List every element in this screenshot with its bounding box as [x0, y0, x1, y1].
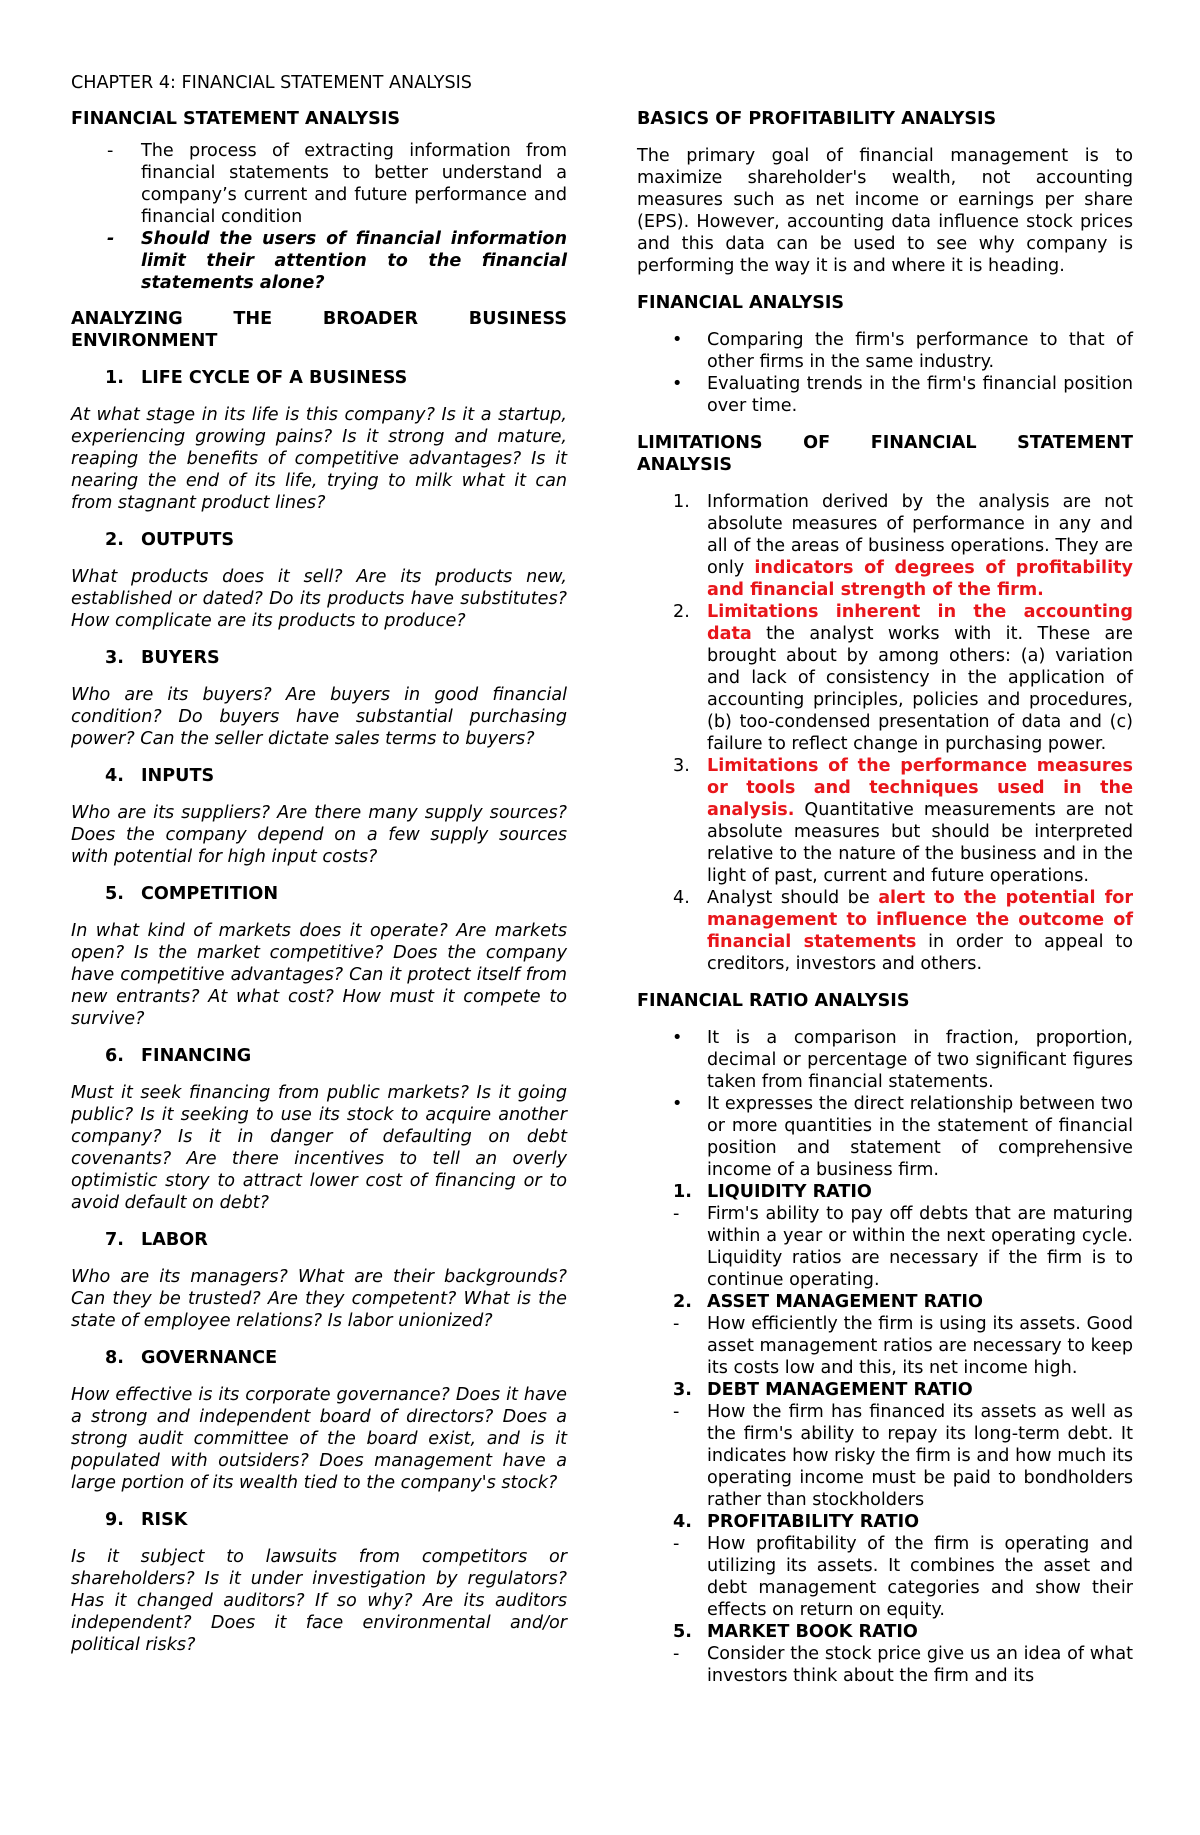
list-item: • Comparing the firm's performance to that of other firms in the same industry.	[672, 330, 1133, 372]
section-text: Who are its buyers? Are buyers in good financial condition? Do buyers have substantial purchasing power? Can the seller dictate sales terms to buyers?	[71, 685, 567, 749]
section-title: OUTPUTS	[141, 530, 235, 550]
right-column	[637, 108, 1133, 1687]
ratio-liquidity: 1. LIQUIDITY RATIO - Firm's ability to pay off debts that are maturing within a year or within the next operating cycle. Liquidity ratios are necessary if the firm is to continue operating.	[673, 1182, 1133, 1290]
section-title: LABOR	[141, 1230, 208, 1250]
chapter-title: CHAPTER 4: FINANCIAL STATEMENT ANALYSIS	[71, 73, 472, 93]
section-title: INPUTS	[141, 766, 215, 786]
section-text: Who are its managers? What are their backgrounds? Can they be trusted? Are they competent? What is the state of employee relations? Is labor unionized?	[71, 1267, 567, 1331]
ratio-profitability: 4. PROFITABILITY RATIO - How profitability of the firm is operating and utilizing its assets. It combines the asset and debt management categories and show their effects on return on equity.	[673, 1512, 1133, 1620]
ratio-text: How the firm has financed its assets as well as the firm's ability to repay its long-term debt. It indicates how risky the firm is and how much its operating income must be paid to bondholders rather than stockholders	[707, 1402, 1133, 1510]
section-title: GOVERNANCE	[141, 1348, 278, 1368]
list-item: • Evaluating trends in the firm's financial position over time.	[672, 374, 1133, 416]
ratio-analysis-list	[637, 1027, 1133, 1181]
sections-list	[71, 367, 567, 1656]
section-title: COMPETITION	[141, 884, 279, 904]
section-risk: 9. RISK Is it subject to lawsuits from competitors or shareholders? Is it under investigation by regulators? Has it changed auditors? If so why? Are its auditors independent? Does it face environmental and/or political risks?	[71, 1510, 567, 1655]
list-item: - Should the users of financial information limit their attention to the financial statements alone?	[107, 229, 567, 293]
ratio-text: Firm's ability to pay off debts that are maturing within a year or within the next operating cycle. Liquidity ratios are necessary if the firm is to continue operating.	[707, 1204, 1133, 1290]
section-text: Is it subject to lawsuits from competitors or shareholders? Is it under investigation by regulators? Has it changed auditors? If so why? Are its auditors independent? Does it face environmental and/or political risks?	[71, 1547, 567, 1655]
financial-analysis-list	[637, 329, 1133, 417]
limitations-list	[637, 491, 1133, 975]
section-labor: 7. LABOR Who are its managers? What are their backgrounds? Can they be trusted? Are they competent? What is the state of employee relations? Is labor unionized?	[71, 1230, 567, 1331]
section-life-cycle: 1. LIFE CYCLE OF A BUSINESS At what stage in its life is this company? Is it a startup, experiencing growing pains? Is it strong and mature, reaping the benefits of competitive advantages? Is it nearing the end of its life, trying to milk what it can from stagnant product lines?	[71, 368, 567, 513]
ratio-title: MARKET BOOK RATIO	[707, 1622, 918, 1642]
ratio-text: Consider the stock price give us an idea of what investors think about the firm and its	[707, 1644, 1133, 1686]
financial-analysis-heading: FINANCIAL ANALYSIS	[637, 293, 845, 313]
limitations-heading: LIMITATIONS OF FINANCIAL STATEMENT ANALYSIS	[637, 433, 1133, 475]
ratio-text: How efficiently the firm is using its assets. Good asset management ratios are necessary to keep its costs low and this, its net income high.	[707, 1314, 1133, 1378]
fsa-list	[71, 140, 567, 294]
list-item: • It expresses the direct relationship between two or more quantities in the statement of financial position and statement of comprehensive income of a business firm.	[672, 1094, 1133, 1180]
ratio-title: DEBT MANAGEMENT RATIO	[707, 1380, 973, 1400]
section-title: LIFE CYCLE OF A BUSINESS	[141, 368, 408, 388]
list-item: - The process of extracting information from financial statements to better understand a company’s current and future performance and financial condition	[107, 141, 567, 227]
list-item: 3. Limitations of the performance measures or tools and techniques used in the analysis. Quantitative measurements are not absolute measures but should be interpreted relative to the nature of the business and in the light of past, current and future operations.	[673, 756, 1133, 886]
section-title: RISK	[141, 1510, 188, 1530]
section-text: Who are its suppliers? Are there many supply sources? Does the company depend on a few supply sources with potential for high input costs?	[71, 803, 567, 867]
list-item: 4. Analyst should be alert to the potential for management to influence the outcome of financial statements in order to appeal to creditors, investors and others.	[673, 888, 1134, 974]
section-financing: 6. FINANCING Must it seek financing from public markets? Is it going public? Is it seeking to use its stock to acquire another company? Is it in danger of defaulting on debt covenants? Are there incentives to tell an overly optimistic story to attract lower cost of financing or to avoid default on debt?	[71, 1046, 567, 1213]
fsa-heading: FINANCIAL STATEMENT ANALYSIS	[71, 109, 401, 129]
section-inputs: 4. INPUTS Who are its suppliers? Are there many supply sources? Does the company depend on a few supply sources with potential for high input costs?	[71, 766, 567, 867]
section-governance: 8. GOVERNANCE How effective is its corporate governance? Does it have a strong and independent board of directors? Does a strong audit committee of the board exist, and is it populated with outsiders? Does management have a large portion of its wealth tied to the company's stock?	[71, 1348, 567, 1493]
section-text: In what kind of markets does it operate? Are markets open? Is the market competitive? Does the company have competitive advantages? Can it protect itself from new entrants? At what cost? How must it compete to survive?	[71, 921, 567, 1029]
profitability-heading: BASICS OF PROFITABILITY ANALYSIS	[637, 109, 997, 129]
section-buyers: 3. BUYERS Who are its buyers? Are buyers in good financial condition? Do buyers have substantial purchasing power? Can the seller dictate sales terms to buyers?	[71, 648, 567, 749]
section-title: FINANCING	[141, 1046, 252, 1066]
profitability-text: The primary goal of financial management is to maximize shareholder's wealth, not accounting measures such as net income or earnings per share (EPS). However, accounting data influence stock prices and this data can be used to see why company is performing the way it is and where it is heading.	[637, 146, 1133, 276]
ratio-title: LIQUIDITY RATIO	[707, 1182, 872, 1202]
section-text: How effective is its corporate governance? Does it have a strong and independent board of directors? Does a strong audit committee of the board exist, and is it populated with outsiders? Does management have a large portion of its wealth tied to the company's stock?	[71, 1385, 567, 1493]
list-item: 2. Limitations inherent in the accounting data the analyst works with it. These are brought about by among others: (a) variation and lack of consistency in the application of accounting principles, policies and procedures, (b) too-condensed presentation of data and (c) failure to reflect change in purchasing power.	[673, 602, 1133, 754]
section-outputs: 2. OUTPUTS What products does it sell? Are its products new, established or dated? Do its products have substitutes? How complicate are its products to produce?	[71, 530, 567, 631]
section-title: BUYERS	[141, 648, 220, 668]
section-text: What products does it sell? Are its products new, established or dated? Do its products have substitutes? How complicate are its products to produce?	[71, 567, 567, 631]
ratio-title: PROFITABILITY RATIO	[707, 1512, 920, 1532]
broader-heading: ANALYZING THE BROADER BUSINESS ENVIRONMENT	[71, 309, 567, 351]
ratio-text: How profitability of the firm is operating and utilizing its assets. It combines the asset and debt management categories and show their effects on return on equity.	[707, 1534, 1133, 1620]
section-text: Must it seek financing from public markets? Is it going public? Is it seeking to use its stock to acquire another company? Is it in danger of defaulting on debt covenants? Are there incentives to tell an overly optimistic story to attract lower cost of financing or to avoid default on debt?	[71, 1083, 567, 1213]
section-text: At what stage in its life is this company? Is it a startup, experiencing growing pains? Is it strong and mature, reaping the benefits of competitive advantages? Is it nearing the end of its life, trying to milk what it can from stagnant product lines?	[71, 405, 567, 513]
list-item: • It is a comparison in fraction, proportion, decimal or percentage of two significant figures taken from financial statements.	[672, 1028, 1133, 1092]
ratio-market-book: 5. MARKET BOOK RATIO - Consider the stock price give us an idea of what investors think about the firm and its	[673, 1622, 1133, 1686]
ratio-analysis-heading: FINANCIAL RATIO ANALYSIS	[637, 991, 910, 1011]
section-competition: 5. COMPETITION In what kind of markets does it operate? Are markets open? Is the market competitive? Does the company have competitive advantages? Can it protect itself from new entrants? At what cost? How must it compete to survive?	[71, 884, 567, 1029]
ratio-types	[637, 1181, 1133, 1687]
ratio-asset-management: 2. ASSET MANAGEMENT RATIO - How efficiently the firm is using its assets. Good asset management ratios are necessary to keep its costs low and this, its net income high.	[673, 1292, 1133, 1378]
left-column	[71, 108, 567, 1656]
ratio-debt-management: 3. DEBT MANAGEMENT RATIO - How the firm has financed its assets as well as the firm's ability to repay its long-term debt. It indicates how risky the firm is and how much its operating income must be paid to bondholders rather than stockholders	[673, 1380, 1133, 1510]
list-item: 1. Information derived by the analysis are not absolute measures of performance in any and all of the areas of business operations. They are only indicators of degrees of profitability and financial strength of the firm.	[673, 492, 1134, 600]
ratio-title: ASSET MANAGEMENT RATIO	[707, 1292, 983, 1312]
